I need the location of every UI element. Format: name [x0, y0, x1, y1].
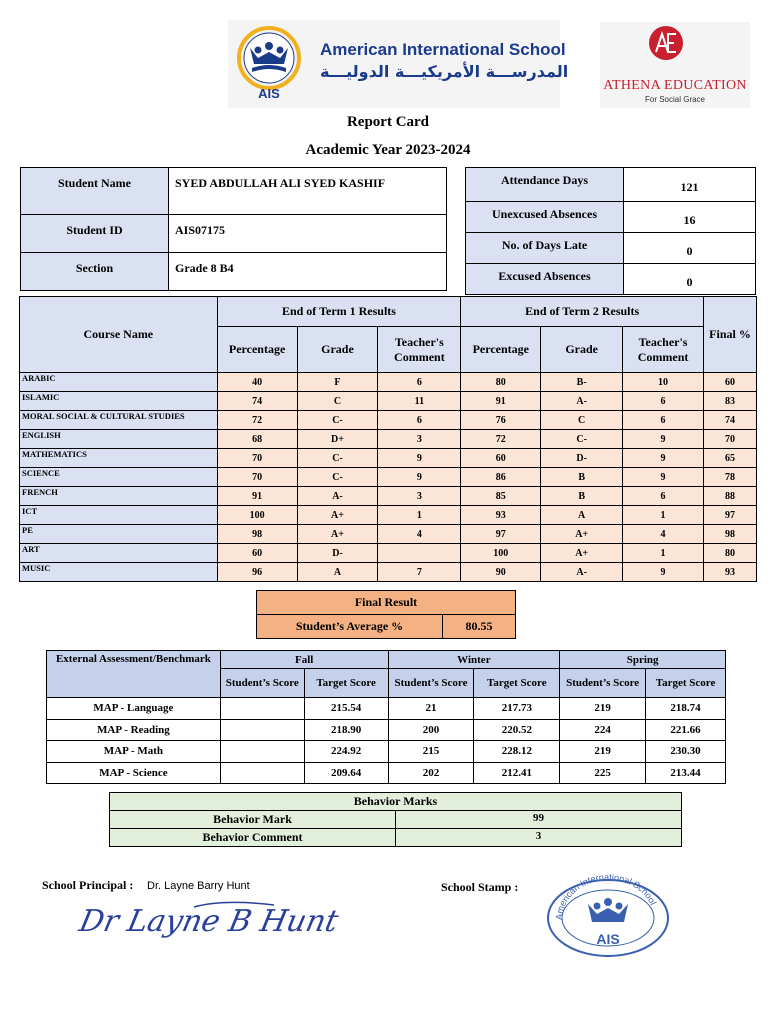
table-row	[110, 829, 682, 847]
report-header	[0, 0, 768, 112]
athena-name: ATHENA EDUCATION	[603, 78, 747, 93]
t2-percentage-cell: 100	[461, 544, 541, 563]
t1-percentage-cell: 72	[217, 411, 297, 430]
principal-signature	[74, 893, 342, 945]
table-row	[466, 233, 756, 264]
excused-absences-value: 0	[624, 264, 756, 295]
table-row	[20, 544, 757, 563]
table-row	[20, 487, 757, 506]
t1-grade-cell: A-	[297, 487, 378, 506]
map-test-name-cell: MAP - Math	[47, 741, 221, 763]
ais-logo-text: AIS	[258, 86, 280, 101]
days-late-label: No. of Days Late	[466, 233, 624, 264]
fall-student-score-header: Student’s Score	[220, 669, 304, 698]
t2-grade-cell: C	[541, 411, 623, 430]
t1-grade-cell: C	[297, 392, 378, 411]
fall-student-score-cell	[220, 762, 304, 784]
final-result-header: Final Result	[257, 591, 516, 615]
final-percentage-cell: 98	[704, 525, 757, 544]
table-row	[257, 591, 516, 615]
t1-comment-header: Teacher's Comment	[378, 327, 461, 373]
course-name-cell: MUSIC	[20, 563, 218, 582]
spring-target-score-cell: 213.44	[646, 762, 726, 784]
t1-comment-cell: 3	[378, 487, 461, 506]
t2-comment-cell: 9	[623, 563, 704, 582]
student-info-table	[20, 167, 447, 291]
behavior-table	[109, 792, 682, 847]
table-row	[21, 253, 447, 291]
fall-student-score-cell	[220, 698, 304, 720]
table-row	[20, 392, 757, 411]
t2-grade-cell: B	[541, 487, 623, 506]
grades-body	[20, 373, 757, 582]
t1-comment-cell: 7	[378, 563, 461, 582]
table-row	[20, 563, 757, 582]
table-row	[20, 525, 757, 544]
final-percentage-cell: 74	[704, 411, 757, 430]
fall-header: Fall	[220, 651, 388, 669]
table-row	[110, 811, 682, 829]
table-row	[466, 264, 756, 295]
attendance-table	[465, 167, 756, 295]
t2-percentage-cell: 91	[461, 392, 541, 411]
page-title: Report Card	[346, 114, 430, 130]
behavior-comment-value: 3	[396, 829, 682, 847]
table-row	[20, 373, 757, 392]
t1-comment-cell: 9	[378, 449, 461, 468]
t1-percentage-cell: 70	[217, 468, 297, 487]
final-percentage-cell: 60	[704, 373, 757, 392]
spring-target-score-cell: 218.74	[646, 698, 726, 720]
grades-table	[19, 296, 757, 582]
behavior-comment-label: Behavior Comment	[110, 829, 396, 847]
t2-percentage-cell: 90	[461, 563, 541, 582]
t1-grade-cell: A+	[297, 506, 378, 525]
days-late-value: 0	[624, 233, 756, 264]
student-name-label: Student Name	[21, 168, 169, 215]
final-percentage-cell: 70	[704, 430, 757, 449]
map-test-name-cell: MAP - Science	[47, 762, 221, 784]
student-id-label: Student ID	[21, 215, 169, 253]
map-body	[47, 698, 726, 784]
t1-comment-cell: 4	[378, 525, 461, 544]
table-row	[21, 168, 447, 215]
spring-student-score-cell: 224	[560, 719, 646, 741]
course-name-cell: ICT	[20, 506, 218, 525]
winter-target-score-cell: 220.52	[474, 719, 560, 741]
section-value: Grade 8 B4	[169, 253, 447, 291]
winter-header: Winter	[388, 651, 560, 669]
t1-percentage-cell: 100	[217, 506, 297, 525]
final-percentage-cell: 97	[704, 506, 757, 525]
winter-student-score-header: Student’s Score	[388, 669, 474, 698]
spring-header: Spring	[560, 651, 726, 669]
fall-target-score-cell: 218.90	[304, 719, 388, 741]
behavior-mark-value: 99	[396, 811, 682, 829]
behavior-header: Behavior Marks	[110, 793, 682, 811]
t1-percentage-cell: 68	[217, 430, 297, 449]
average-label: Student’s Average %	[257, 615, 443, 639]
t1-grade-cell: D+	[297, 430, 378, 449]
winter-target-score-cell: 217.73	[474, 698, 560, 720]
t1-comment-cell: 11	[378, 392, 461, 411]
t2-comment-cell: 6	[623, 487, 704, 506]
t1-percentage-cell: 74	[217, 392, 297, 411]
t1-grade-cell: C-	[297, 449, 378, 468]
t2-percentage-cell: 60	[461, 449, 541, 468]
map-test-name-cell: MAP - Reading	[47, 719, 221, 741]
t2-comment-cell: 10	[623, 373, 704, 392]
t2-grade-cell: B	[541, 468, 623, 487]
table-row	[20, 411, 757, 430]
t2-grade-cell: B-	[541, 373, 623, 392]
t2-grade-cell: C-	[541, 430, 623, 449]
stamp-ring-text: American International School	[553, 872, 659, 921]
stamp-label: School Stamp :	[441, 880, 519, 894]
spring-target-score-cell: 230.30	[646, 741, 726, 763]
t2-comment-cell: 1	[623, 506, 704, 525]
t2-percentage-cell: 86	[461, 468, 541, 487]
stamp-ais-text: AIS	[596, 931, 620, 947]
fall-target-score-cell: 215.54	[304, 698, 388, 720]
t2-comment-cell: 4	[623, 525, 704, 544]
t2-comment-cell: 9	[623, 468, 704, 487]
spring-target-score-header: Target Score	[646, 669, 726, 698]
t1-comment-cell: 6	[378, 373, 461, 392]
t1-grade-cell: A	[297, 563, 378, 582]
course-name-cell: MATHEMATICS	[20, 449, 218, 468]
winter-target-score-header: Target Score	[474, 669, 560, 698]
t1-grade-cell: C-	[297, 468, 378, 487]
school-stamp	[542, 872, 674, 958]
attendance-days-value: 121	[624, 168, 756, 202]
map-test-name-cell: MAP - Language	[47, 698, 221, 720]
final-percentage-cell: 78	[704, 468, 757, 487]
t2-grade-cell: A-	[541, 563, 623, 582]
table-row	[110, 793, 682, 811]
t1-comment-cell: 6	[378, 411, 461, 430]
t2-percentage-cell: 93	[461, 506, 541, 525]
final-header: Final %	[704, 297, 757, 373]
table-header-row	[47, 651, 726, 669]
t2-comment-cell: 6	[623, 411, 704, 430]
winter-target-score-cell: 212.41	[474, 762, 560, 784]
course-name-cell: PE	[20, 525, 218, 544]
average-value: 80.55	[443, 615, 516, 639]
final-result-table	[256, 590, 516, 639]
ais-emblem-icon	[236, 24, 302, 104]
table-row	[20, 430, 757, 449]
fall-student-score-cell	[220, 741, 304, 763]
course-name-cell: ARABIC	[20, 373, 218, 392]
winter-student-score-cell: 200	[388, 719, 474, 741]
t1-percentage-header: Percentage	[217, 327, 297, 373]
table-row	[20, 506, 757, 525]
winter-target-score-cell: 228.12	[474, 741, 560, 763]
benchmark-header: External Assessment/Benchmark	[47, 651, 221, 698]
t2-grade-header: Grade	[541, 327, 623, 373]
unexcused-absences-label: Unexcused Absences	[466, 202, 624, 233]
t2-grade-cell: A	[541, 506, 623, 525]
table-header-row	[20, 297, 757, 327]
t2-grade-cell: A+	[541, 525, 623, 544]
spring-student-score-cell: 225	[560, 762, 646, 784]
t2-percentage-cell: 97	[461, 525, 541, 544]
t1-percentage-cell: 70	[217, 449, 297, 468]
t1-grade-cell: C-	[297, 411, 378, 430]
fall-target-score-cell: 224.92	[304, 741, 388, 763]
spring-student-score-cell: 219	[560, 698, 646, 720]
fall-student-score-cell	[220, 719, 304, 741]
attendance-days-label: Attendance Days	[466, 168, 624, 202]
table-row	[257, 615, 516, 639]
table-row	[20, 449, 757, 468]
winter-student-score-cell: 215	[388, 741, 474, 763]
table-row	[466, 202, 756, 233]
t1-percentage-cell: 98	[217, 525, 297, 544]
principal-name: Dr. Layne Barry Hunt	[147, 880, 250, 892]
unexcused-absences-value: 16	[624, 202, 756, 233]
excused-absences-label: Excused Absences	[466, 264, 624, 295]
t1-percentage-cell: 60	[217, 544, 297, 563]
final-percentage-cell: 65	[704, 449, 757, 468]
spring-student-score-header: Student’s Score	[560, 669, 646, 698]
t1-grade-header: Grade	[297, 327, 378, 373]
athena-ae-mark-icon	[646, 24, 686, 62]
t2-comment-cell: 1	[623, 544, 704, 563]
t2-grade-cell: D-	[541, 449, 623, 468]
t2-grade-cell: A-	[541, 392, 623, 411]
t1-comment-cell	[378, 544, 461, 563]
t2-percentage-header: Percentage	[461, 327, 541, 373]
winter-student-score-cell: 202	[388, 762, 474, 784]
t1-comment-cell: 1	[378, 506, 461, 525]
school-name-ar: المدرســـة الأمريكيـــة الدوليـــة	[320, 62, 569, 81]
fall-target-score-header: Target Score	[304, 669, 388, 698]
t1-percentage-cell: 40	[217, 373, 297, 392]
t2-percentage-cell: 76	[461, 411, 541, 430]
t1-grade-cell: D-	[297, 544, 378, 563]
course-name-header: Course Name	[20, 297, 218, 373]
course-name-cell: MORAL SOCIAL & CULTURAL STUDIES	[20, 411, 218, 430]
t2-percentage-cell: 85	[461, 487, 541, 506]
t1-grade-cell: F	[297, 373, 378, 392]
t2-percentage-cell: 72	[461, 430, 541, 449]
athena-logo	[600, 22, 750, 108]
final-percentage-cell: 83	[704, 392, 757, 411]
course-name-cell: ENGLISH	[20, 430, 218, 449]
table-row	[20, 468, 757, 487]
winter-student-score-cell: 21	[388, 698, 474, 720]
fall-target-score-cell: 209.64	[304, 762, 388, 784]
term1-header: End of Term 1 Results	[217, 297, 461, 327]
academic-year: Academic Year 2023-2024	[305, 142, 471, 158]
table-row	[466, 168, 756, 202]
athena-tagline: For Social Grace	[644, 95, 706, 104]
t1-comment-cell: 9	[378, 468, 461, 487]
t2-comment-header: Teacher's Comment	[623, 327, 704, 373]
signature-text: Dr Layne B Hunt	[76, 904, 342, 939]
t2-comment-cell: 6	[623, 392, 704, 411]
t1-grade-cell: A+	[297, 525, 378, 544]
t2-percentage-cell: 80	[461, 373, 541, 392]
t2-comment-cell: 9	[623, 449, 704, 468]
course-name-cell: ART	[20, 544, 218, 563]
student-name-value: SYED ABDULLAH ALI SYED KASHIF	[169, 168, 447, 215]
spring-target-score-cell: 221.66	[646, 719, 726, 741]
student-id-value: AIS07175	[169, 215, 447, 253]
behavior-mark-label: Behavior Mark	[110, 811, 396, 829]
table-row	[47, 698, 726, 720]
t1-percentage-cell: 96	[217, 563, 297, 582]
table-row	[47, 741, 726, 763]
course-name-cell: ISLAMIC	[20, 392, 218, 411]
course-name-cell: FRENCH	[20, 487, 218, 506]
school-name-en: American International School	[320, 40, 566, 59]
final-percentage-cell: 88	[704, 487, 757, 506]
spring-student-score-cell: 219	[560, 741, 646, 763]
t2-grade-cell: A+	[541, 544, 623, 563]
map-assessment-table	[46, 650, 726, 784]
table-row	[47, 719, 726, 741]
t1-percentage-cell: 91	[217, 487, 297, 506]
table-row	[21, 215, 447, 253]
section-label: Section	[21, 253, 169, 291]
final-percentage-cell: 80	[704, 544, 757, 563]
t2-comment-cell: 9	[623, 430, 704, 449]
term2-header: End of Term 2 Results	[461, 297, 704, 327]
ais-logo	[228, 20, 569, 108]
principal-label: School Principal :	[42, 878, 134, 892]
final-percentage-cell: 93	[704, 563, 757, 582]
table-row	[47, 762, 726, 784]
t1-comment-cell: 3	[378, 430, 461, 449]
course-name-cell: SCIENCE	[20, 468, 218, 487]
